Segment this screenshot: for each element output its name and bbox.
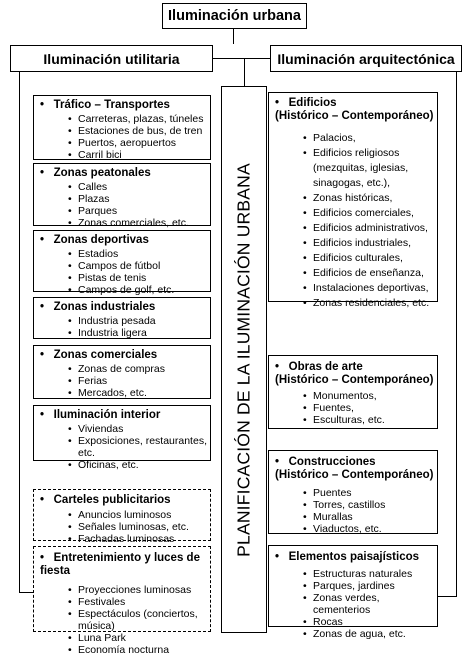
- list-item: • Pistas de tenis: [68, 272, 210, 284]
- list-item: • Instalaciones deportivas,: [303, 281, 433, 296]
- list-item: • Puentes: [303, 487, 437, 499]
- list-item: • Fachadas luminosas: [68, 533, 210, 545]
- list-item: • Señales luminosas, etc.: [68, 521, 210, 533]
- list-item: • Zonas comerciales, etc.: [68, 217, 210, 229]
- list-item: • Fuentes,: [303, 402, 437, 414]
- right-title: Iluminación arquitectónica: [277, 50, 455, 67]
- list-item: • Zonas históricas,: [303, 191, 433, 206]
- connector-center-down: [244, 58, 245, 88]
- section-header: Entretenimiento y luces de fiesta: [40, 552, 200, 577]
- list-item: • Campos de golf, etc.: [68, 284, 210, 296]
- list-item: • Esculturas, etc.: [303, 414, 437, 426]
- list-item: • Murallas: [303, 511, 437, 523]
- connector-title-down: [233, 28, 234, 44]
- list-item: • Estructuras naturales: [303, 568, 437, 580]
- list-item: • Festivales: [68, 596, 210, 608]
- list-item: • Monumentos,: [303, 390, 437, 402]
- left-section-entertainment: • Entretenimiento y luces de fiesta • Proyecciones luminosas • Festivales • Espectáculos (conciertos, música) • Luna Park • Economía nocturna: [33, 546, 211, 632]
- left-section-traffic: • Tráfico – Transportes • Carreteras, plazas, túneles • Estaciones de bus, de tren • Puertos, aeropuertos • Carril bici: [33, 95, 211, 160]
- list-item: • Proyecciones luminosas: [68, 584, 210, 596]
- center-planning-box: [221, 86, 267, 633]
- list-item: • Campos de fútbol: [68, 260, 210, 272]
- list-item: • Estadios: [68, 248, 210, 260]
- left-section-industrial: • Zonas industriales • Industria pesada • Industria ligera: [33, 297, 211, 339]
- list-item: • Edificios industriales,: [303, 236, 433, 251]
- list-item: • Torres, castillos: [303, 499, 437, 511]
- list-item: • Exposiciones, restaurantes, etc.: [68, 435, 210, 459]
- left-section-sports: • Zonas deportivas • Estadios • Campos de fútbol • Pistas de tenis • Campos de golf, etc.: [33, 230, 211, 292]
- list-item: • Ferias: [68, 375, 210, 387]
- list-item: • Palacios,: [303, 131, 433, 146]
- section-header: Elementos paisajísticos: [288, 551, 420, 563]
- list-item: • Edificios comerciales,: [303, 206, 433, 221]
- left-spine: [19, 72, 20, 592]
- list-item: • Industria pesada: [68, 315, 210, 327]
- list-item: • Calles: [68, 181, 210, 193]
- section-subheader: (Histórico – Contemporáneo): [275, 374, 434, 386]
- list-item: • Viaductos, etc.: [303, 523, 437, 535]
- left-section-pedestrian: • Zonas peatonales • Calles • Plazas • Parques • Zonas comerciales, etc.: [33, 163, 211, 226]
- list-item: • Economía nocturna: [68, 644, 210, 656]
- right-section-landscape: • Elementos paisajísticos • Estructuras naturales • Parques, jardines • Zonas verdes, cementerios • Rocas • Zonas de agua, etc.: [268, 545, 438, 627]
- section-header: Zonas peatonales: [53, 167, 151, 179]
- list-item: • Edificios culturales,: [303, 251, 433, 266]
- section-header: Construcciones: [288, 456, 376, 468]
- list-item: • Rocas: [303, 616, 437, 628]
- section-subheader: (Histórico – Contemporáneo): [275, 110, 434, 122]
- section-header: Tráfico – Transportes: [53, 99, 170, 111]
- list-item: • Oficinas, etc.: [68, 459, 210, 471]
- section-header: Zonas deportivas: [53, 234, 149, 246]
- left-spine-foot: [19, 592, 33, 593]
- list-item: • Luna Park: [68, 632, 210, 644]
- list-item: • Zonas residenciales, etc.: [303, 296, 433, 311]
- list-item: • Edificios religiosos (mezquitas, iglesias, sinagogas, etc.),: [303, 146, 433, 191]
- section-header: Zonas industriales: [53, 301, 156, 313]
- right-spine: [456, 72, 457, 597]
- list-item: • Edificios administrativos,: [303, 221, 433, 236]
- section-header: Zonas comerciales: [53, 349, 158, 361]
- list-item: • Parques: [68, 205, 210, 217]
- section-header: Edificios: [288, 97, 337, 109]
- left-title-box: [10, 45, 213, 72]
- list-item: • Carril bici: [68, 149, 210, 161]
- left-section-advertising: • Carteles publicitarios • Anuncios luminosos • Señales luminosas, etc. • Fachadas luminosas: [33, 489, 211, 541]
- list-item: • Viviendas: [68, 423, 210, 435]
- right-section-buildings: • Edificios (Histórico – Contemporáneo) • Palacios, • Edificios religiosos (mezquitas, iglesias, sinagogas, etc.), • Zonas históricas, • Edificios comerciales, • Edificios administrativos, • Edificios industriales, • Edificios culturales, • Edificios de enseñanza, • Instalaciones deportivas, • Zonas residenciales, etc.: [268, 92, 438, 302]
- list-item: • Edificios de enseñanza,: [303, 266, 433, 281]
- right-section-artworks: • Obras de arte (Histórico – Contemporáneo) • Monumentos, • Fuentes, • Esculturas, etc.: [268, 355, 438, 429]
- list-item: • Zonas de compras: [68, 363, 210, 375]
- left-title: Iluminación utilitaria: [43, 50, 180, 67]
- list-item: • Mercados, etc.: [68, 387, 210, 399]
- list-item: • Industria ligera: [68, 327, 210, 339]
- section-header: Obras de arte: [288, 361, 363, 373]
- right-title-box: [270, 45, 462, 72]
- center-label: PLANIFICACIÓN DE LA ILUMINACIÓN URBANA: [233, 162, 254, 557]
- list-item: • Zonas de agua, etc.: [303, 628, 437, 640]
- connector-horizontal: [213, 58, 270, 59]
- title-box: [162, 3, 307, 29]
- left-section-commercial: • Zonas comerciales • Zonas de compras • Ferias • Mercados, etc.: [33, 345, 211, 399]
- list-item: • Carreteras, plazas, túneles: [68, 113, 210, 125]
- section-header: Carteles publicitarios: [53, 494, 171, 506]
- list-item: • Zonas verdes, cementerios: [303, 592, 437, 616]
- list-item: • Estaciones de bus, de tren: [68, 125, 210, 137]
- page-title: Iluminación urbana: [168, 8, 301, 24]
- list-item: • Puertos, aeropuertos: [68, 137, 210, 149]
- list-item: • Espectáculos (conciertos, música): [68, 608, 210, 632]
- list-item: • Parques, jardines: [303, 580, 437, 592]
- section-header: Iluminación interior: [53, 409, 161, 421]
- section-subheader: (Histórico – Contemporáneo): [275, 469, 434, 481]
- list-item: • Plazas: [68, 193, 210, 205]
- right-spine-foot: [437, 596, 457, 597]
- left-section-interior: • Iluminación interior • Viviendas • Exposiciones, restaurantes, etc. • Oficinas, etc.: [33, 405, 211, 461]
- list-item: • Anuncios luminosos: [68, 509, 210, 521]
- right-section-constructions: • Construcciones (Histórico – Contemporáneo) • Puentes • Torres, castillos • Murallas • Viaductos, etc.: [268, 450, 438, 534]
